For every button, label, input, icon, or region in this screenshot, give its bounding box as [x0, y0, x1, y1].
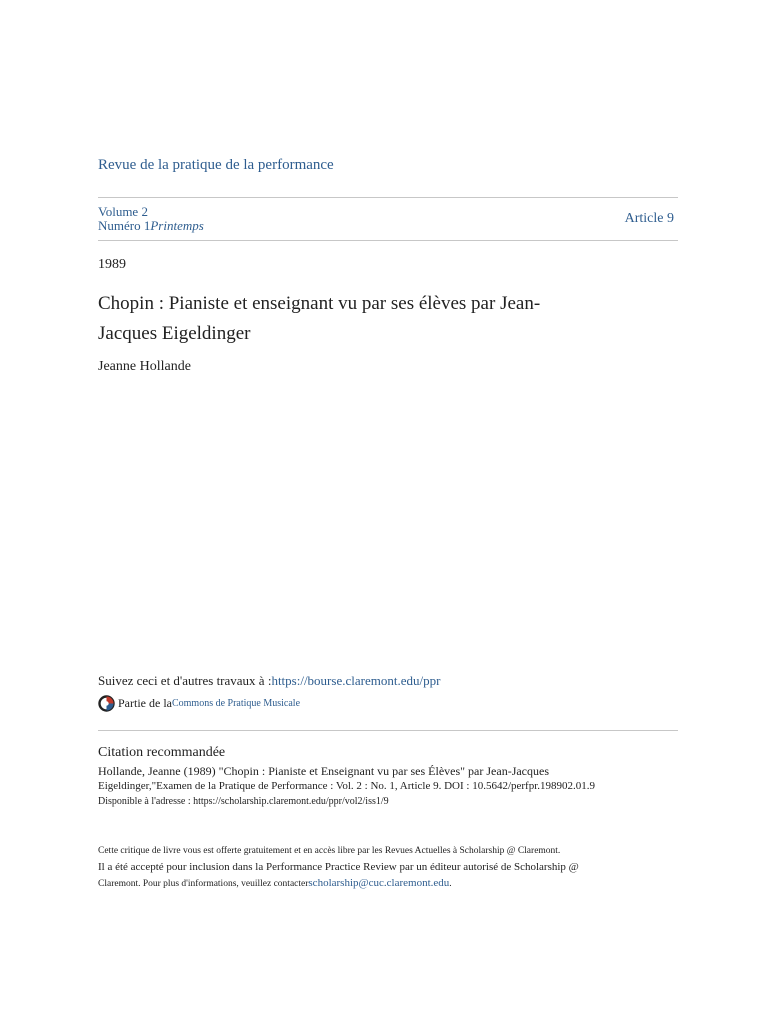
- notice-line: [98, 875, 698, 892]
- citation-line: Hollande, Jeanne (1989) "Chopin : Pianiste et Enseignant vu par ses Élèves" par Jean-Jacques: [98, 764, 550, 778]
- notice-line: Il a été accepté pour inclusion dans la Performance Practice Review par un éditeur autorisé de Scholarship @: [98, 861, 579, 873]
- divider: [98, 730, 678, 731]
- citation-heading: Citation recommandée: [98, 745, 226, 760]
- follow-prefix: Suivez ceci et d'autres travaux à :: [98, 673, 272, 688]
- divider: [98, 197, 678, 198]
- part-of-line: [98, 695, 300, 712]
- citation-text: [98, 764, 658, 809]
- citation-line: Eigeldinger,"Examen de la Pratique de Performance : Vol. 2 : No. 1, Article 9. DOI : 10.5642/perfpr.198902.01.9: [98, 780, 596, 792]
- author-name: Jeanne Hollande: [98, 359, 191, 374]
- commons-link[interactable]: Commons de Pratique Musicale: [171, 698, 301, 709]
- issue-number-link[interactable]: Numéro 1: [98, 218, 151, 233]
- volume-link[interactable]: Volume 2: [98, 204, 148, 219]
- part-of-prefix: Partie de la: [118, 696, 172, 710]
- notice-contact-prefix: Claremont. Pour plus d'informations, veuillez contacter: [98, 879, 309, 889]
- notice-line: Cette critique de livre vous est offerte gratuitement et en accès libre par les Revues Actuelles à Scholarship @ Claremont.: [98, 846, 561, 856]
- article-number-link[interactable]: Article 9: [624, 211, 674, 226]
- article-title: Chopin : Pianiste et enseignant vu par ses élèves par Jean-Jacques Eigeldinger: [98, 293, 541, 344]
- follow-url-link[interactable]: https://bourse.claremont.edu/ppr: [271, 673, 441, 688]
- network-commons-icon: [98, 695, 115, 712]
- access-notice: [98, 843, 698, 892]
- issue-info: [98, 205, 204, 233]
- season-link[interactable]: Printemps: [150, 218, 204, 233]
- citation-line: Disponible à l'adresse : https://scholarship.claremont.edu/ppr/vol2/iss1/9: [98, 796, 389, 807]
- divider: [98, 240, 678, 241]
- journal-title-link[interactable]: Revue de la pratique de la performance: [98, 157, 334, 173]
- notice-period: .: [449, 879, 452, 889]
- contact-email-link[interactable]: scholarship@cuc.claremont.edu: [308, 877, 450, 889]
- publication-year: 1989: [98, 257, 126, 272]
- follow-line: [98, 673, 440, 689]
